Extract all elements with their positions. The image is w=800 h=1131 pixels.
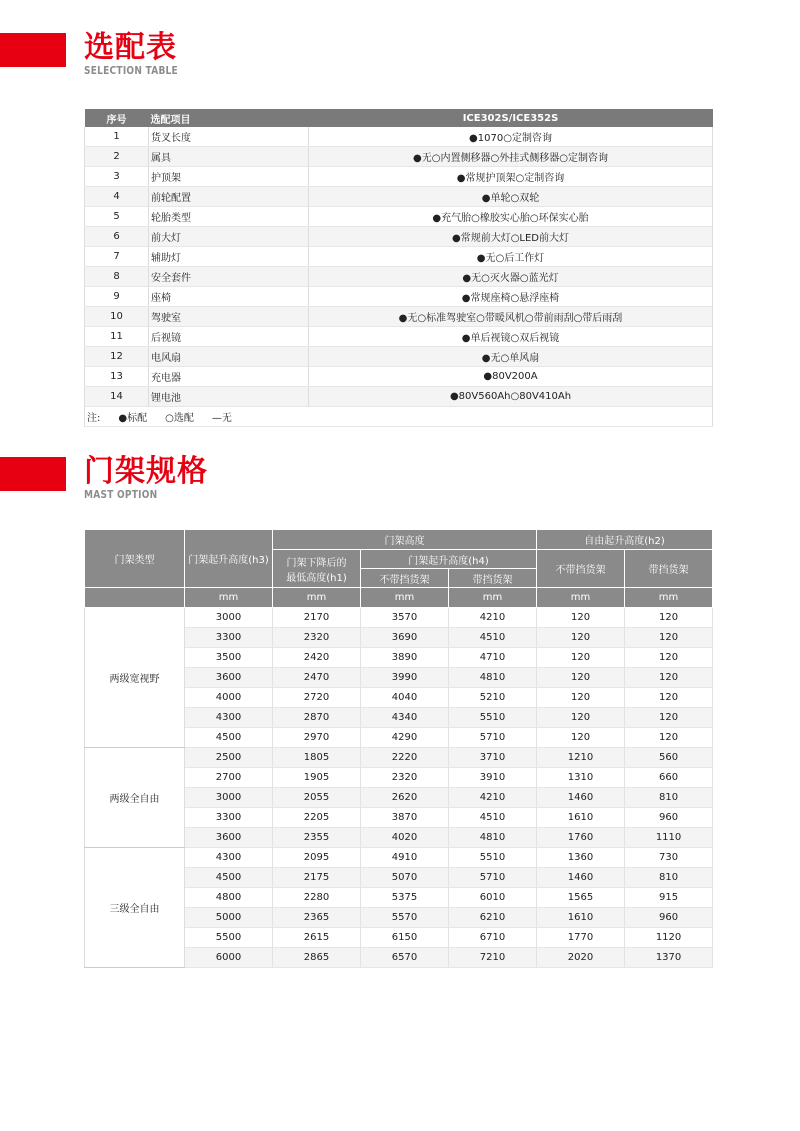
mast-value-cell: 3710: [449, 748, 537, 768]
col-header-h4-no-backrest: 不带挡货架: [361, 569, 449, 588]
selection-row: [85, 327, 713, 347]
mast-value-cell: 1905: [273, 768, 361, 788]
unit-cell: mm: [625, 588, 713, 608]
selection-value-cell: ●80V560Ah○80V410Ah: [309, 387, 713, 407]
selection-no-cell: 14: [85, 387, 149, 407]
mast-value-cell: 2865: [273, 948, 361, 968]
mast-value-cell: 2365: [273, 908, 361, 928]
legend-optional: ○选配: [165, 413, 194, 424]
col-header-h4-with-backrest: 带挡货架: [449, 569, 537, 588]
mast-value-cell: 4340: [361, 708, 449, 728]
selection-item-cell: 后视镜: [149, 327, 309, 347]
mast-value-cell: 4710: [449, 648, 537, 668]
mast-value-cell: 1760: [537, 828, 625, 848]
unit-cell: mm: [273, 588, 361, 608]
mast-value-cell: 2170: [273, 608, 361, 628]
mast-value-cell: 4500: [185, 728, 273, 748]
selection-item-cell: 前轮配置: [149, 187, 309, 207]
mast-value-cell: 810: [625, 868, 713, 888]
mast-value-cell: 2205: [273, 808, 361, 828]
selection-row: [85, 167, 713, 187]
mast-value-cell: 3990: [361, 668, 449, 688]
mast-value-cell: 120: [537, 688, 625, 708]
mast-value-cell: 915: [625, 888, 713, 908]
mast-value-cell: 120: [625, 688, 713, 708]
legend-note: [85, 407, 713, 427]
selection-item-cell: 安全套件: [149, 267, 309, 287]
mast-value-cell: 960: [625, 808, 713, 828]
selection-no-cell: 11: [85, 327, 149, 347]
selection-value-cell: ●单轮○双轮: [309, 187, 713, 207]
mast-value-cell: 1360: [537, 848, 625, 868]
unit-cell-type: [85, 588, 185, 608]
mast-value-cell: 120: [625, 648, 713, 668]
mast-value-cell: 5570: [361, 908, 449, 928]
col-header-mast-height: 门架高度: [273, 530, 537, 550]
selection-header-row: [85, 109, 713, 127]
selection-row: [85, 207, 713, 227]
mast-row: [85, 748, 713, 768]
selection-value-cell: ●单后视镜○双后视镜: [309, 327, 713, 347]
mast-value-cell: 5510: [449, 848, 537, 868]
mast-type-cell: 两级全自由: [85, 748, 185, 848]
mast-value-cell: 6710: [449, 928, 537, 948]
selection-no-cell: 10: [85, 307, 149, 327]
mast-title: 门架规格: [84, 454, 208, 489]
mast-value-cell: 3000: [185, 788, 273, 808]
mast-value-cell: 1610: [537, 908, 625, 928]
selection-row: [85, 347, 713, 367]
selection-no-cell: 4: [85, 187, 149, 207]
selection-table: [84, 109, 713, 427]
selection-item-cell: 充电器: [149, 367, 309, 387]
mast-value-cell: 3300: [185, 628, 273, 648]
selection-row: [85, 227, 713, 247]
unit-cell: mm: [449, 588, 537, 608]
selection-no-cell: 1: [85, 127, 149, 147]
mast-value-cell: 560: [625, 748, 713, 768]
col-header-free-lift: 自由起升高度(h2): [537, 530, 713, 550]
mast-value-cell: 960: [625, 908, 713, 928]
selection-value-cell: ●1070○定制咨询: [309, 127, 713, 147]
mast-value-cell: 1805: [273, 748, 361, 768]
mast-value-cell: 120: [625, 628, 713, 648]
selection-item-cell: 货叉长度: [149, 127, 309, 147]
mast-value-cell: 2720: [273, 688, 361, 708]
mast-value-cell: 4910: [361, 848, 449, 868]
mast-value-cell: 1565: [537, 888, 625, 908]
selection-item-cell: 锂电池: [149, 387, 309, 407]
selection-row: [85, 307, 713, 327]
legend-standard: ●标配: [118, 413, 148, 424]
mast-row: [85, 848, 713, 868]
col-header-h1: [273, 550, 361, 588]
col-header-free-no-backrest: 不带挡货架: [537, 550, 625, 588]
mast-value-cell: 120: [537, 708, 625, 728]
selection-value-cell: ●常规座椅○悬浮座椅: [309, 287, 713, 307]
selection-no-cell: 5: [85, 207, 149, 227]
mast-value-cell: 4800: [185, 888, 273, 908]
mast-value-cell: 2355: [273, 828, 361, 848]
mast-value-cell: 120: [537, 728, 625, 748]
mast-value-cell: 2220: [361, 748, 449, 768]
mast-value-cell: 1310: [537, 768, 625, 788]
selection-no-cell: 8: [85, 267, 149, 287]
mast-value-cell: 2615: [273, 928, 361, 948]
selection-no-cell: 13: [85, 367, 149, 387]
mast-value-cell: 2420: [273, 648, 361, 668]
selection-value-cell: ●常规前大灯○LED前大灯: [309, 227, 713, 247]
mast-value-cell: 4510: [449, 628, 537, 648]
mast-value-cell: 3500: [185, 648, 273, 668]
mast-value-cell: 4810: [449, 828, 537, 848]
selection-item-cell: 座椅: [149, 287, 309, 307]
selection-no-cell: 9: [85, 287, 149, 307]
mast-value-cell: 4300: [185, 708, 273, 728]
mast-value-cell: 1460: [537, 788, 625, 808]
mast-value-cell: 4290: [361, 728, 449, 748]
unit-row: [85, 588, 713, 608]
mast-value-cell: 120: [625, 608, 713, 628]
mast-value-cell: 3000: [185, 608, 273, 628]
mast-value-cell: 3870: [361, 808, 449, 828]
mast-value-cell: 2970: [273, 728, 361, 748]
unit-cell: mm: [537, 588, 625, 608]
mast-value-cell: 120: [537, 668, 625, 688]
mast-value-cell: 3890: [361, 648, 449, 668]
mast-value-cell: 1370: [625, 948, 713, 968]
mast-value-cell: 5710: [449, 728, 537, 748]
mast-value-cell: 7210: [449, 948, 537, 968]
mast-value-cell: 660: [625, 768, 713, 788]
mast-value-cell: 1120: [625, 928, 713, 948]
mast-value-cell: 1610: [537, 808, 625, 828]
mast-value-cell: 2320: [361, 768, 449, 788]
mast-value-cell: 2020: [537, 948, 625, 968]
selection-row: [85, 147, 713, 167]
mast-value-cell: 120: [625, 668, 713, 688]
mast-value-cell: 2175: [273, 868, 361, 888]
mast-value-cell: 2280: [273, 888, 361, 908]
mast-value-cell: 2500: [185, 748, 273, 768]
mast-value-cell: 4020: [361, 828, 449, 848]
selection-title: 选配表: [84, 30, 177, 65]
mast-value-cell: 2320: [273, 628, 361, 648]
mast-value-cell: 120: [537, 628, 625, 648]
mast-value-cell: 730: [625, 848, 713, 868]
legend-prefix: 注:: [87, 413, 101, 424]
mast-value-cell: 5710: [449, 868, 537, 888]
col-header-mast-type: 门架类型: [85, 530, 185, 588]
mast-value-cell: 3570: [361, 608, 449, 628]
mast-value-cell: 810: [625, 788, 713, 808]
mast-value-cell: 120: [625, 728, 713, 748]
mast-type-cell: 三级全自由: [85, 848, 185, 968]
mast-value-cell: 4810: [449, 668, 537, 688]
mast-value-cell: 6210: [449, 908, 537, 928]
mast-value-cell: 2700: [185, 768, 273, 788]
mast-value-cell: 1110: [625, 828, 713, 848]
mast-value-cell: 1210: [537, 748, 625, 768]
mast-value-cell: 5510: [449, 708, 537, 728]
selection-value-cell: ●无○灭火器○蓝光灯: [309, 267, 713, 287]
selection-value-cell: ●无○标准驾驶室○带暖风机○带前雨刮○带后雨刮: [309, 307, 713, 327]
selection-no-cell: 2: [85, 147, 149, 167]
mast-value-cell: 5000: [185, 908, 273, 928]
selection-no-cell: 12: [85, 347, 149, 367]
mast-row: [85, 608, 713, 628]
col-header-h4: 门架起升高度(h4): [361, 550, 537, 569]
mast-value-cell: 120: [625, 708, 713, 728]
mast-type-cell: 两级宽视野: [85, 608, 185, 748]
selection-no-cell: 7: [85, 247, 149, 267]
mast-value-cell: 5210: [449, 688, 537, 708]
section-marker-selection: [0, 33, 66, 67]
col-header-item: 选配项目: [149, 109, 309, 127]
mast-value-cell: 4510: [449, 808, 537, 828]
h1-label-line1: 门架下降后的: [286, 557, 347, 569]
selection-item-cell: 前大灯: [149, 227, 309, 247]
selection-value-cell: ●无○单风扇: [309, 347, 713, 367]
mast-value-cell: 3600: [185, 668, 273, 688]
selection-no-cell: 3: [85, 167, 149, 187]
unit-cell: mm: [361, 588, 449, 608]
selection-value-cell: ●充气胎○橡胶实心胎○环保实心胎: [309, 207, 713, 227]
selection-row: [85, 387, 713, 407]
mast-value-cell: 6000: [185, 948, 273, 968]
h1-label-line2: 最低高度(h1): [286, 572, 347, 584]
selection-item-cell: 轮胎类型: [149, 207, 309, 227]
selection-value-cell: ●无○内置侧移器○外挂式侧移器○定制咨询: [309, 147, 713, 167]
legend-none: —无: [211, 413, 232, 424]
selection-value-cell: ●无○后工作灯: [309, 247, 713, 267]
selection-row: [85, 287, 713, 307]
mast-value-cell: 2870: [273, 708, 361, 728]
mast-table: [84, 529, 713, 968]
selection-item-cell: 护顶架: [149, 167, 309, 187]
mast-value-cell: 4040: [361, 688, 449, 708]
selection-row: [85, 247, 713, 267]
mast-value-cell: 5500: [185, 928, 273, 948]
mast-value-cell: 5375: [361, 888, 449, 908]
mast-value-cell: 6150: [361, 928, 449, 948]
selection-row: [85, 127, 713, 147]
mast-subtitle: MAST OPTION: [84, 488, 158, 501]
section-marker-mast: [0, 457, 66, 491]
mast-value-cell: 2620: [361, 788, 449, 808]
selection-value-cell: ●常规护顶架○定制咨询: [309, 167, 713, 187]
col-header-model: ICE302S/ICE352S: [309, 109, 713, 127]
mast-value-cell: 5070: [361, 868, 449, 888]
selection-row: [85, 367, 713, 387]
mast-value-cell: 6010: [449, 888, 537, 908]
selection-item-cell: 电风扇: [149, 347, 309, 367]
selection-item-cell: 驾驶室: [149, 307, 309, 327]
selection-no-cell: 6: [85, 227, 149, 247]
mast-value-cell: 4210: [449, 608, 537, 628]
mast-value-cell: 6570: [361, 948, 449, 968]
selection-row: [85, 187, 713, 207]
mast-value-cell: 4210: [449, 788, 537, 808]
selection-subtitle: SELECTION TABLE: [84, 64, 178, 77]
unit-cell: mm: [185, 588, 273, 608]
legend-row: [85, 407, 713, 427]
mast-value-cell: 3600: [185, 828, 273, 848]
mast-value-cell: 120: [537, 648, 625, 668]
selection-item-cell: 辅助灯: [149, 247, 309, 267]
mast-value-cell: 4000: [185, 688, 273, 708]
mast-value-cell: 4500: [185, 868, 273, 888]
col-header-no: 序号: [85, 109, 149, 127]
mast-value-cell: 2055: [273, 788, 361, 808]
mast-value-cell: 120: [537, 608, 625, 628]
selection-item-cell: 属具: [149, 147, 309, 167]
col-header-h3: 门架起升高度(h3): [185, 530, 273, 588]
mast-value-cell: 1460: [537, 868, 625, 888]
mast-value-cell: 3910: [449, 768, 537, 788]
mast-value-cell: 3300: [185, 808, 273, 828]
col-header-free-with-backrest: 带挡货架: [625, 550, 713, 588]
mast-value-cell: 1770: [537, 928, 625, 948]
selection-row: [85, 267, 713, 287]
mast-value-cell: 3690: [361, 628, 449, 648]
mast-value-cell: 2095: [273, 848, 361, 868]
selection-value-cell: ●80V200A: [309, 367, 713, 387]
mast-value-cell: 2470: [273, 668, 361, 688]
mast-value-cell: 4300: [185, 848, 273, 868]
